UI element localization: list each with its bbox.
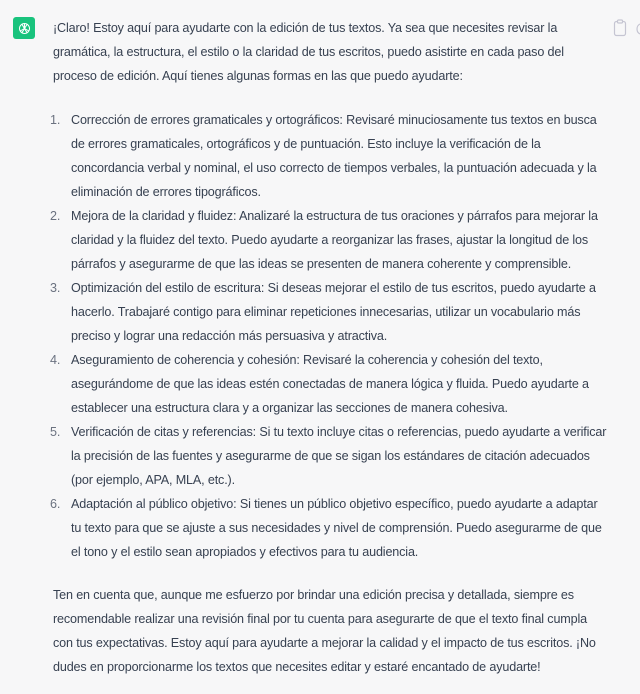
list-text: Adaptación al público objetivo: Si tienes un público objetivo específico, puedo ayudarte a adaptar tu texto para que se ajuste a sus necesidades y nivel de comprensión. Puedo asegurarme de que el tono y el estilo sean apropiados y efectivos para tu audiencia. xyxy=(71,497,602,559)
list-item xyxy=(50,348,608,420)
message-content xyxy=(50,16,608,679)
list-text: Aseguramiento de coherencia y cohesión: Revisaré la coherencia y cohesión del texto, asegurándome de que las ideas estén conectadas de manera lógica y fluida. Puedo ayudarte a establecer una estructura clara y a organizar las secciones de manera cohesiva. xyxy=(71,353,589,415)
help-list xyxy=(50,108,608,564)
openai-logo-icon xyxy=(17,21,32,36)
list-number: 1. xyxy=(50,113,61,127)
list-item xyxy=(50,204,608,276)
thumbs-icon[interactable] xyxy=(634,22,640,34)
list-number: 5. xyxy=(50,425,61,439)
list-text: Optimización del estilo de escritura: Si deseas mejorar el estilo de tus escritos, puedo ayudarte a hacerlo. Trabajaré contigo para eliminar repeticiones innecesarias, utilizar un vocabulario más preciso y lograr una redacción más persuasiva y atractiva. xyxy=(71,281,596,343)
list-item xyxy=(50,276,608,348)
list-text: Mejora de la claridad y fluidez: Analizaré la estructura de tus oraciones y párrafos para mejorar la claridad y la fluidez del texto. Puedo ayudarte a reorganizar las frases, ajustar la longitud de los párrafos y asegurarme de que las ideas se presenten de manera coherente y comprensible. xyxy=(71,209,598,271)
assistant-avatar xyxy=(13,17,35,39)
intro-paragraph: ¡Claro! Estoy aquí para ayudarte con la edición de tus textos. Ya sea que necesites revisar la gramática, la estructura, el estilo o la claridad de tus escritos, puedo asistirte en cada paso del proceso de edición. Aquí tienes algunas formas en las que puedo ayudarte: xyxy=(53,21,564,83)
closing-paragraph: Ten en cuenta que, aunque me esfuerzo por brindar una edición precisa y detallada, siempre es recomendable realizar una revisión final por tu cuenta para asegurarte de que el texto final cumpla con tus expectativas. Estoy aquí para ayudarte a mejorar la calidad y el impacto de tus escritos. ¡No dudes en proporcionarme los textos que necesites editar y estaré encantado de ayudarte! xyxy=(53,588,596,674)
copy-button[interactable] xyxy=(613,19,627,37)
list-text: Corrección de errores gramaticales y ortográficos: Revisaré minuciosamente tus textos en busca de errores gramaticales, ortográficos y de puntuación. Esto incluye la verificación de la concordancia verbal y nominal, el uso correcto de tiempos verbales, la puntuación adecuada y la eliminación de errores tipográficos. xyxy=(71,113,597,199)
list-text: Verificación de citas y referencias: Si tu texto incluye citas o referencias, puedo ayudarte a verificar la precisión de las fuentes y asegurarme de que se sigan los estándares de citación adecuados (por ejemplo, APA, MLA, etc.). xyxy=(71,425,607,487)
list-number: 4. xyxy=(50,353,61,367)
list-item xyxy=(50,420,608,492)
list-number: 6. xyxy=(50,497,61,511)
list-item xyxy=(50,108,608,204)
list-number: 2. xyxy=(50,209,61,223)
list-item xyxy=(50,492,608,564)
list-number: 3. xyxy=(50,281,61,295)
clipboard-icon xyxy=(613,19,627,37)
